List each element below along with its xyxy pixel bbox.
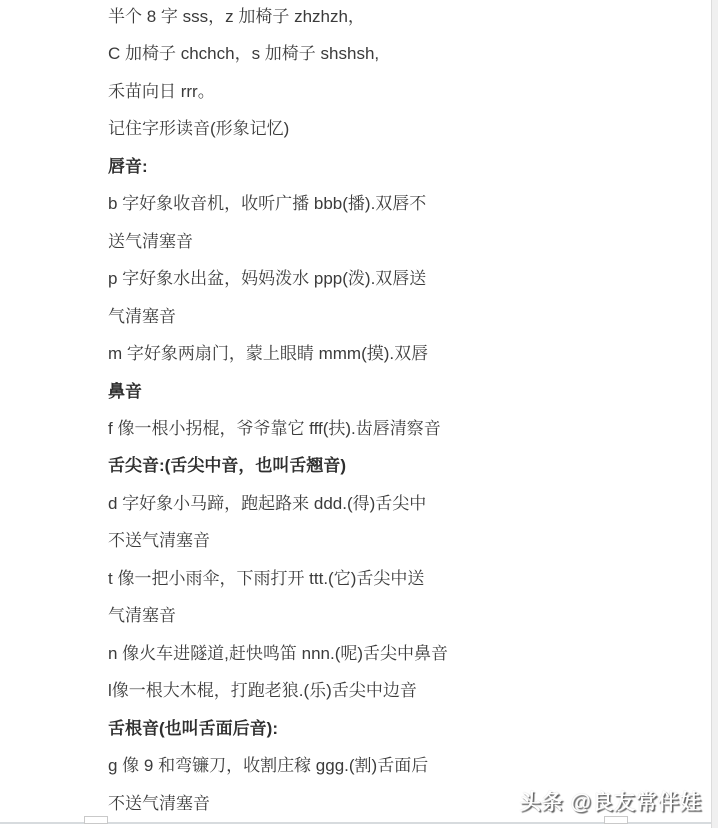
document-paragraph: C 加椅子 chchch，s 加椅子 shshsh, (108, 44, 380, 64)
document-paragraph: p 字好象水出盆，妈妈泼水 ppp(泼).双唇送 (108, 269, 427, 289)
document-paragraph: 半个 8 字 sss，z 加椅子 zhzhzh， (108, 7, 365, 26)
next-page-left-margin-mark (84, 816, 108, 824)
document-content (108, 0, 688, 822)
document-paragraph: d 字好象小马蹄，跑起路来 ddd.(得)舌尖中 (108, 493, 427, 513)
document-paragraph: g 像 9 和弯镰刀，收割庄稼 ggg.(割)舌面后 (108, 756, 429, 776)
section-heading: 唇音: (108, 156, 148, 176)
document-paragraph: b 字好象收音机，收听广播 bbb(播).双唇不 (108, 194, 427, 214)
section-heading: 鼻音 (108, 381, 142, 401)
document-paragraph: 不送气清塞音 (108, 793, 210, 813)
document-paragraph: 不送气清塞音 (108, 531, 210, 551)
document-paragraph: t 像一把小雨伞，下雨打开 ttt.(它)舌尖中送 (108, 568, 425, 588)
next-page-right-margin-mark (604, 816, 628, 824)
document-paragraph: f 像一根小拐棍，爷爷靠它 fff(扶).齿唇清察音 (108, 418, 441, 438)
document-paragraph: 气清塞音 (108, 306, 176, 326)
toutiao-watermark: 头条 @良友常伴娃 (519, 791, 702, 814)
section-heading: 舌尖音:(舌尖中音，也叫舌翘音) (108, 456, 346, 476)
section-heading: 舌根音(也叫舌面后音): (108, 718, 278, 738)
document-paragraph: 记住字形读音(形象记忆) (108, 119, 290, 139)
document-paragraph: 气清塞音 (108, 606, 176, 626)
document-paragraph: 禾苗向日 rrr。 (108, 81, 215, 101)
document-paragraph: m 字好象两扇门，蒙上眼睛 mmm(摸).双唇 (108, 344, 429, 364)
document-paragraph: n 像火车进隧道,赶快鸣笛 nnn.(呢)舌尖中鼻音 (108, 643, 449, 663)
page-right-edge-gutter (712, 0, 718, 828)
document-paragraph: 送气清塞音 (108, 231, 193, 251)
document-paragraph: l像一根大木棍，打跑老狼.(乐)舌尖中边音 (108, 681, 417, 701)
